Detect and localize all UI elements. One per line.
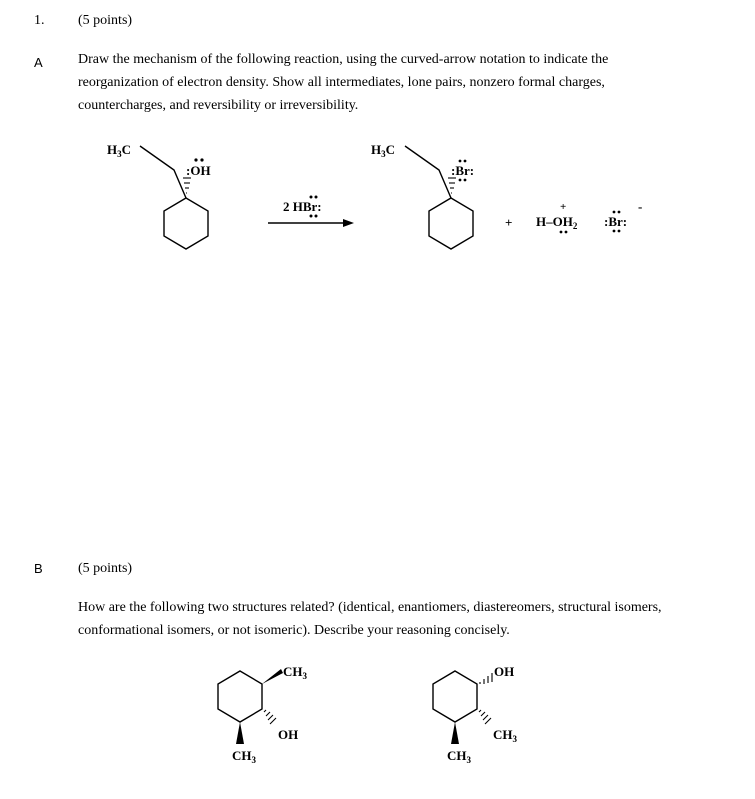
part-a-label: A [34,55,43,70]
bromide-label: :Br: [604,214,628,229]
reactant-ring [164,198,208,249]
part-a-instructions [78,48,608,117]
question-line: conformational isomers, or not isomeric). Describe your reasoning concisely. [78,623,510,638]
hydronium-label: $H-OH_2$ [536,214,578,231]
structure1-hashed-wedge [264,710,276,724]
question-points: (5 points) [78,13,133,28]
question-number: 1. [34,13,45,28]
question-line: How are the following two structures related? (identical, enantiomers, diastereomers, structural isomers, [78,600,662,615]
reactant-lone-pair [194,158,203,161]
instruction-line: countercharges, and reversibility or irreversibility. [78,98,359,113]
reactant-methyl-label: $H_3C$ [107,142,132,159]
negative-charge: - [638,199,643,214]
instruction-line: reorganization of electron density. Show all intermediates, lone pairs, nonzero formal charges, [78,75,605,90]
structure1-top-wedge [262,669,283,684]
reactant-hashed-wedge [183,178,191,193]
structure2-right-hashed [479,710,491,724]
product-ethyl-bond [405,146,451,198]
structure1-right-group: OH [278,727,299,742]
positive-charge: + [560,201,567,213]
part-b-points: (5 points) [78,561,133,576]
structure2-top-hashed [480,673,492,684]
structure2-bottom-group: $CH_3$ [447,748,471,765]
structure1-top-group: $CH_3$ [283,664,307,681]
structure1-bottom-group: $CH_3$ [232,748,256,765]
structure1-ring [218,671,262,722]
reactant-ethyl-bond [140,146,186,198]
part-b-label: B [34,561,43,576]
part-b-question [78,596,662,642]
reagent-label: 2 HBr: [283,199,322,214]
reaction-scheme [0,130,755,260]
reactant-oh-label: :OH [186,163,211,178]
structure2-top-group: OH [494,664,515,679]
structure2-ring [433,671,477,722]
structure2-bottom-wedge [451,722,459,744]
instruction-line: Draw the mechanism of the following reaction, using the curved-arrow notation to indicate the [78,52,609,67]
hydronium-lone-pair [560,231,568,234]
structure2-right-group: $CH_3$ [493,727,517,744]
reaction-arrow-head [343,219,354,227]
product-methyl-label: $H_3C$ [371,142,396,159]
product-ring [429,198,473,249]
plus-sign: + [505,215,513,230]
product-br-label: :Br: [451,163,475,178]
structure1-bottom-wedge [236,722,244,744]
isomer-structures [0,655,755,780]
product-hashed-wedge [448,178,456,193]
